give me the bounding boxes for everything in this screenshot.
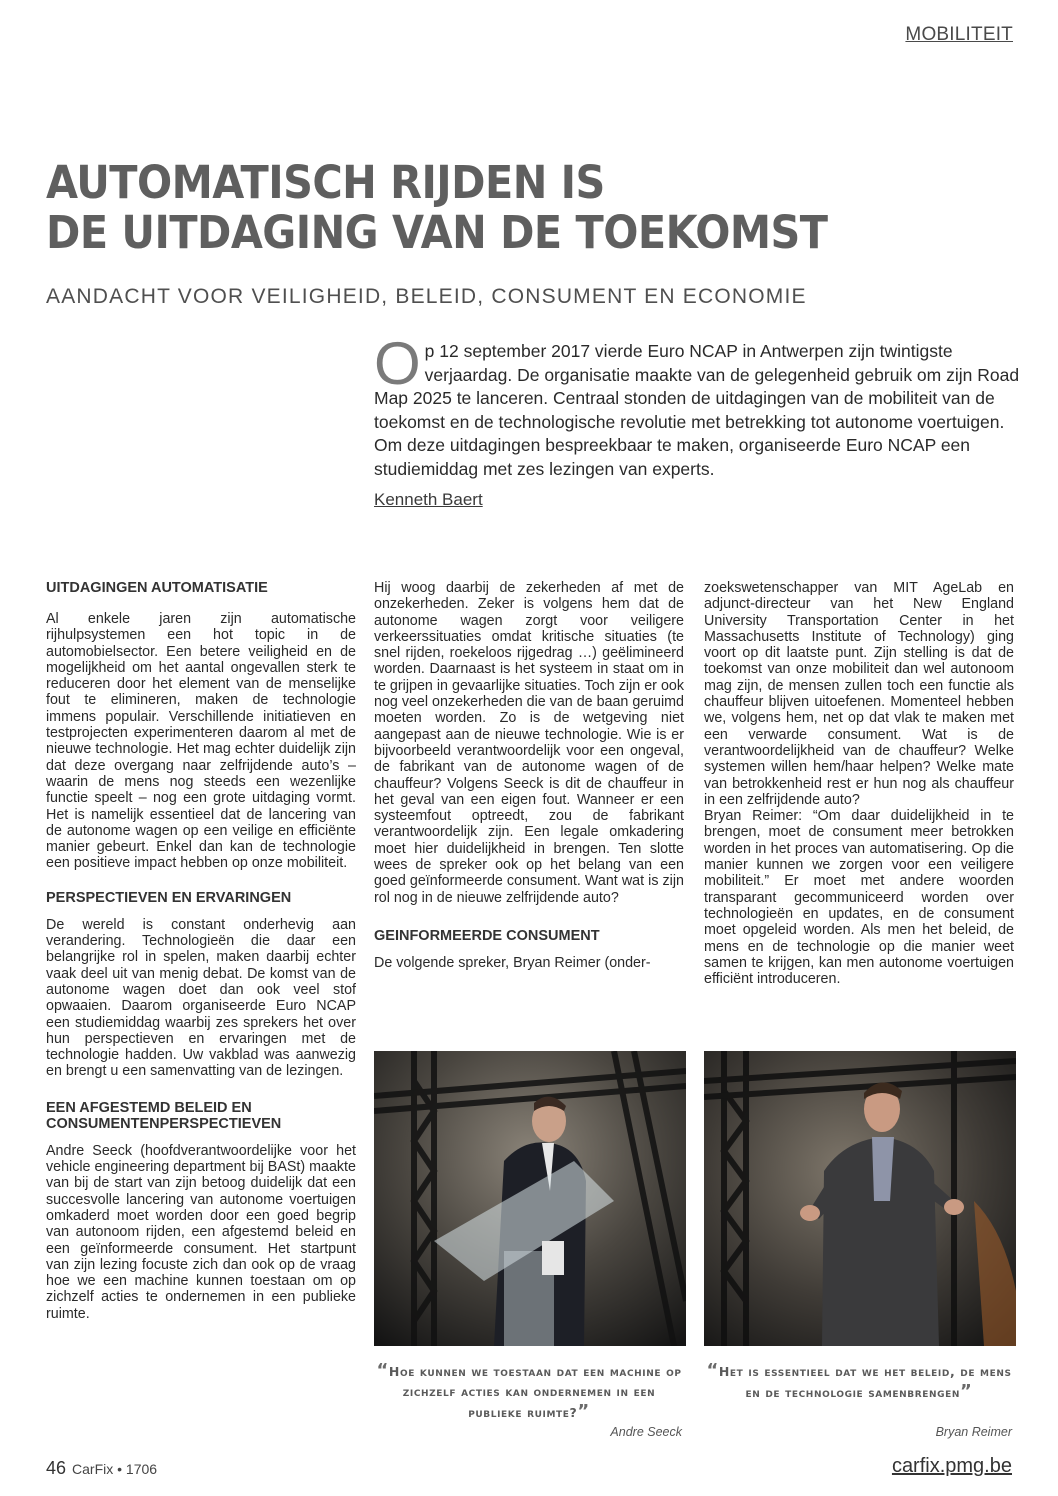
heading-consument: GEINFORMEERDE CONSUMENT [374,927,600,944]
quote-text: Hoe kunnen we toestaan dat een machine op zichzelf acties kan ondernemen in een publieke ruimte? [388,1364,682,1420]
title-line-1: AUTOMATISCH RIJDEN IS [46,156,605,209]
column-3 [704,580,1014,987]
heading-beleid-line-2: CONSUMENTENPERSPECTIEVEN [46,1115,282,1132]
paragraph: Hij woog daarbij de zekerheden af met de onzekerheden. Zeker is volgens hem dat de autonome wagen zorgt voor veiligere verkeerssituaties omdat kritische situaties (te snel rijden, roekeloos rijgedrag …) geëlimineerd worden. Daarnaast is het systeem in staat om in te grijpen in gevaarlijke situaties. Toch zijn er ook nog veel onzekerheden die van de baan geruimd moeten worden. Zo is de wetgeving niet aangepast aan de nieuwe technologie. Wie is er bijvoorbeeld verantwoordelijk voor een ongeval, de fabrikant van de autonome wagen of de chauffeur? Volgens Seeck is dit de chauffeur in het geval van een eigen fout. Wanneer er een systeemfout optreedt, zou de fabrikant verantwoordelijk zijn. Een legale omkadering moet hier duidelijkheid in brengen. Ten slotte wees de spreker ook op het belang van een goed geïnformeerde consument. Want wat is zijn rol nog in de nieuwe zelfrijdende auto? [374,580,684,906]
section-tag: MOBILITEIT [905,24,1013,45]
page-number: 46 [46,1458,67,1478]
drop-cap: O [374,330,421,397]
quote-open-mark: “ [376,1360,389,1381]
speaker-at-lectern-photo [374,1051,686,1346]
paragraph: Andre Seeck (hoofdverantwoordelijke voor het vehicle engineering department bij BASt) maakte van bij de start van zijn betoog duidelijk dat een succesvolle lancering van autonome voertuigen omkaderd moet worden door een goed begrip van autonoom rijden, een afgestemd beleid en een geïnformeerde consument. Het startpunt van zijn lezing focuste zich dan ook op de vraag hoe we een machine kunnen toestaan om op zichzelf acties te ondernemen in een publieke ruimte. [46,1142,356,1322]
pull-quote-1 [374,1361,684,1423]
quote-close-mark: ” [577,1401,590,1422]
quote-open-mark: “ [706,1360,719,1381]
quote-author-1: Andre Seeck [610,1425,682,1439]
quote-close-mark: ” [960,1381,973,1402]
quote-author-2: Bryan Reimer [935,1425,1012,1439]
heading-uitdagingen: UITDAGINGEN AUTOMATISATIE [46,580,268,596]
intro-text: p 12 september 2017 vierde Euro NCAP in Antwerpen zijn twintigste verjaardag. De organisatie maakte van de gelegenheid gebruik om zijn Road Map 2025 te lanceren. Centraal stonden de uitdagingen van de mobiliteit van de toekomst en de technologische revolutie met betrekking tot autonome voertuigen. Om deze uitdagingen bespreekbaar te maken, organiseerde Euro NCAP een studiemiddag met zes lezingen van experts. [374,341,1020,479]
publication-issue: CarFix • 1706 [72,1461,158,1477]
heading-beleid [46,1100,356,1132]
website-link[interactable]: carfix.pmg.be [891,1455,1012,1477]
column-2 [374,580,684,971]
column-1 [46,580,356,1322]
quote-text: Het is essentieel dat we het beleid, de mens en de technologie samenbrengen [718,1364,1012,1400]
heading-perspectieven: PERSPECTIEVEN EN ERVARINGEN [46,889,292,906]
title-line-2: DE UITDAGING VAN DE TOEKOMST [46,206,828,259]
paragraph: zoekswetenschapper van MIT AgeLab en adjunct-directeur van het New England University Transportation Center in het Massachusetts Institute of Technology) ging voort op dit laatste punt. Zijn stelling is dat de toekomst van onze mobiliteit dan wel autonoom mag zijn, de mensen zullen toch een functie als chauffeur blijven uitoefenen. Momenteel hebben we, volgens hem, net op dat vlak te maken met een verwarde consument. Wat is de verantwoordelijkheid van de chauffeur? Welke systemen willen hem/haar helpen? Welke mate van betrokkenheid rest er hun nog als chauffeur in een zelfrijdende auto? [704,580,1014,808]
paragraph: De wereld is constant onderhevig aan verandering. Technologieën die daar een belangrijke rol in spelen, maken daarbij echter vaak deel uit van menig debat. De komst van de autonome wagen doet dan ook veel stof opwaaien. Daarom organiseerde Euro NCAP een studiemiddag waarbij zes sprekers het over hun perspectieven en ervaringen met de technologie hadden. Uw vakblad was aanwezig en brengt u een samenvatting van de lezingen. [46,916,356,1080]
page-footer-left [46,1458,157,1479]
paragraph: Al enkele jaren zijn automatische rijhulpsystemen een hot topic in de automobielsector. Een betere veiligheid en de mogelijkheid om het aantal ongevallen sterk te reduceren door het element van de menselijke fout te elimineren, maken de technologie immens populair. Verschillende initiatieven en testprojecten experimenteren daarom al met de nieuwe technologie. Het mag echter duidelijk zijn dat deze overgang naar zelfrijdende auto’s – waarin de mens nog steeds een wezenlijke functie speelt – nog een grote uitdaging vormt. Het is namelijk essentieel dat de lancering van de autonome wagen op een veilige en efficiënte manier gebeurt. Enkel dan kan de technologie een positieve impact hebben op onze mobiliteit. [46,611,356,872]
paragraph: De volgende spreker, Bryan Reimer (onder- [374,954,651,971]
article-subtitle: AANDACHT VOOR VEILIGHEID, BELEID, CONSUMENT EN ECONOMIE [46,285,807,308]
intro-paragraph [374,330,1024,481]
pull-quote-2 [704,1361,1014,1403]
heading-beleid-line-1: EEN AFGESTEMD BELEID EN [46,1099,252,1116]
speaker-gesturing-photo [704,1051,1016,1346]
paragraph: Bryan Reimer: “Om daar duidelijkheid in te brengen, moet de consument meer betrokken worden in het proces van automatisering. Op die manier kunnen we zorgen voor een veiligere mobiliteit.” Er moet met andere woorden transparant gecommuniceerd worden over technologieën en updates, en de consument moet opgeleid worden. Als men het beleid, de mens en de technologie op die manier weet samen te krijgen, kan men autonome voertuigen efficiënt introduceren. [704,808,1014,988]
author-byline[interactable]: Kenneth Baert [374,490,483,509]
article-title [46,158,929,258]
